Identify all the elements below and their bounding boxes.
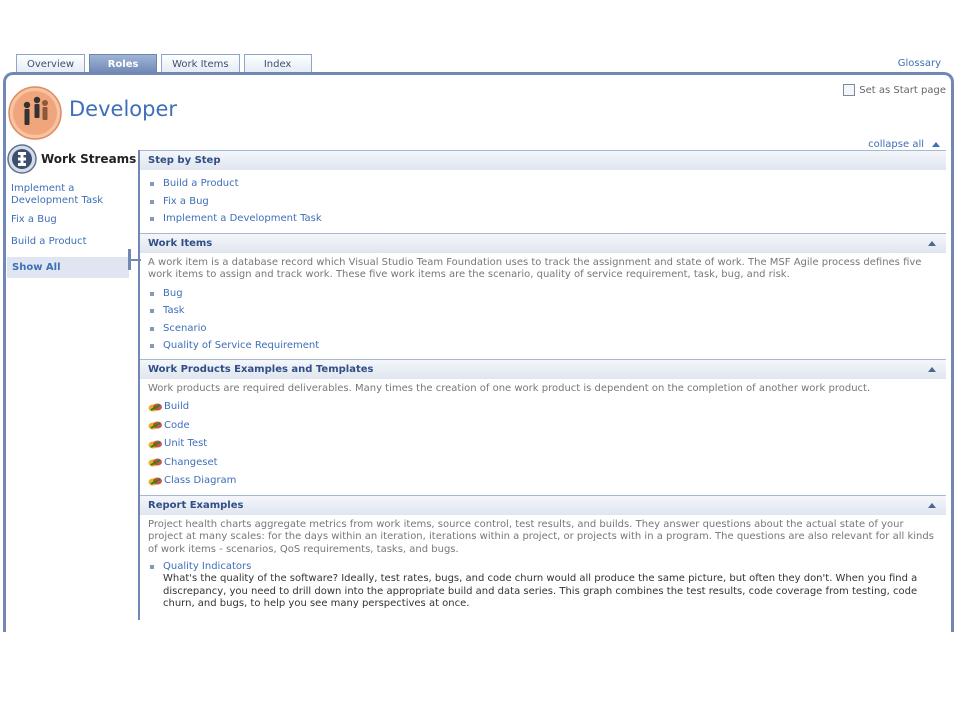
set-start-page[interactable] bbox=[843, 84, 946, 96]
work-product-icon bbox=[148, 402, 163, 413]
work-items-description: A work item is a database record which Visual Studio Team Foundation uses to track the assignment and state of work. The MSF Agile process defines five work items to assign and track work. These five work items are the scenario, quality of service requirement, task, bug, and risk. bbox=[148, 256, 922, 280]
work-product-link-changeset[interactable]: Changeset bbox=[164, 456, 218, 468]
collapse-caret-icon[interactable] bbox=[928, 367, 936, 372]
section-title: Work Items bbox=[148, 237, 213, 249]
list-item[interactable] bbox=[148, 398, 938, 417]
list-item[interactable] bbox=[148, 285, 938, 303]
section-body-work-products bbox=[140, 379, 946, 495]
tab-roles[interactable]: Roles bbox=[89, 54, 157, 73]
top-tab-bar bbox=[16, 54, 316, 73]
list-item[interactable] bbox=[148, 454, 938, 473]
tab-work-items[interactable]: Work Items bbox=[161, 54, 239, 73]
tab-overview[interactable]: Overview bbox=[16, 54, 85, 73]
list-item[interactable] bbox=[148, 472, 938, 491]
list-item[interactable] bbox=[148, 435, 938, 454]
list-item[interactable] bbox=[148, 175, 938, 193]
report-examples-description: Project health charts aggregate metrics from work items, source control, test results, and builds. They answer questions about the actual state of your project at many scales: for the days within an iteration, iterations within a project, or projects with in a program. The questions are also relevant for all kinds of work items - scenarios, QoS requirements, tasks, and bugs. bbox=[148, 518, 934, 555]
developer-role-icon bbox=[8, 86, 62, 140]
work-product-icon bbox=[148, 439, 163, 450]
sidebar-item-implement-task[interactable]: Implement a Development Task bbox=[11, 183, 104, 206]
work-product-link-build[interactable]: Build bbox=[164, 401, 190, 412]
work-product-link-class-diagram[interactable]: Class Diagram bbox=[164, 475, 237, 486]
section-title: Step by Step bbox=[148, 155, 221, 166]
step-link-build-product[interactable]: Build a Product bbox=[163, 178, 239, 189]
collapse-caret-icon[interactable] bbox=[932, 142, 940, 147]
work-product-icon bbox=[148, 476, 163, 487]
collapse-all-toggle[interactable] bbox=[868, 139, 940, 150]
section-title: Work Products Examples and Templates bbox=[148, 363, 374, 375]
work-item-link-bug[interactable]: Bug bbox=[163, 287, 183, 299]
list-item bbox=[148, 560, 938, 611]
section-header-work-products[interactable] bbox=[140, 359, 946, 379]
page-title: Developer bbox=[69, 97, 178, 121]
content-area bbox=[140, 150, 946, 615]
section-body-step-by-step bbox=[140, 170, 946, 233]
step-link-fix-bug[interactable]: Fix a Bug bbox=[163, 195, 209, 207]
work-streams-icon bbox=[7, 144, 37, 174]
work-product-link-unit-test[interactable]: Unit Test bbox=[164, 438, 208, 449]
start-page-label: Set as Start page bbox=[859, 84, 946, 96]
work-products-description: Work products are required deliverables. Many times the creation of one work product is dependent on the completion of another work product. bbox=[148, 382, 871, 394]
work-item-link-task[interactable]: Task bbox=[163, 305, 185, 316]
list-item[interactable] bbox=[148, 193, 938, 211]
work-item-link-qos[interactable]: Quality of Service Requirement bbox=[163, 340, 320, 351]
sidebar-item-show-all[interactable]: Show All bbox=[7, 257, 129, 278]
sidebar-item-fix-bug[interactable]: Fix a Bug bbox=[11, 214, 57, 225]
tab-index[interactable]: Index bbox=[244, 54, 312, 73]
glossary-link[interactable]: Glossary bbox=[897, 58, 941, 69]
work-product-link-code[interactable]: Code bbox=[164, 419, 190, 431]
report-description: What's the quality of the software? Ideally, test rates, bugs, and code churn would all produce the same picture, but often they don't. When you find a discrepancy, you need to drill down into the appropriate build and data series. This graph combines the test results, code coverage from testing, code churn, and bugs, to help you see many perspectives at once. bbox=[163, 573, 918, 609]
report-link-quality-indicators[interactable]: Quality Indicators bbox=[163, 561, 252, 572]
section-header-step-by-step[interactable] bbox=[140, 150, 946, 170]
list-item[interactable] bbox=[148, 337, 938, 355]
work-streams-list bbox=[7, 183, 129, 278]
collapse-caret-icon[interactable] bbox=[928, 241, 936, 246]
work-product-icon bbox=[148, 457, 163, 468]
work-item-link-scenario[interactable]: Scenario bbox=[163, 322, 207, 334]
collapse-caret-icon[interactable] bbox=[928, 503, 936, 508]
step-link-implement-task[interactable]: Implement a Development Task bbox=[163, 213, 322, 224]
work-product-icon bbox=[148, 420, 163, 431]
start-page-checkbox[interactable] bbox=[843, 84, 855, 96]
work-streams-header bbox=[7, 144, 136, 174]
section-header-report-examples[interactable] bbox=[140, 495, 946, 515]
list-item[interactable] bbox=[148, 417, 938, 436]
collapse-all-link[interactable]: collapse all bbox=[868, 139, 924, 150]
section-header-work-items[interactable] bbox=[140, 233, 946, 253]
sidebar-item-build-product[interactable]: Build a Product bbox=[11, 235, 87, 247]
list-item[interactable] bbox=[148, 210, 938, 228]
list-item[interactable] bbox=[148, 302, 938, 320]
section-body-work-items bbox=[140, 253, 946, 359]
list-item[interactable] bbox=[148, 320, 938, 338]
section-title: Report Examples bbox=[148, 499, 244, 511]
section-body-report-examples bbox=[140, 515, 946, 615]
work-streams-title: Work Streams bbox=[41, 152, 137, 166]
